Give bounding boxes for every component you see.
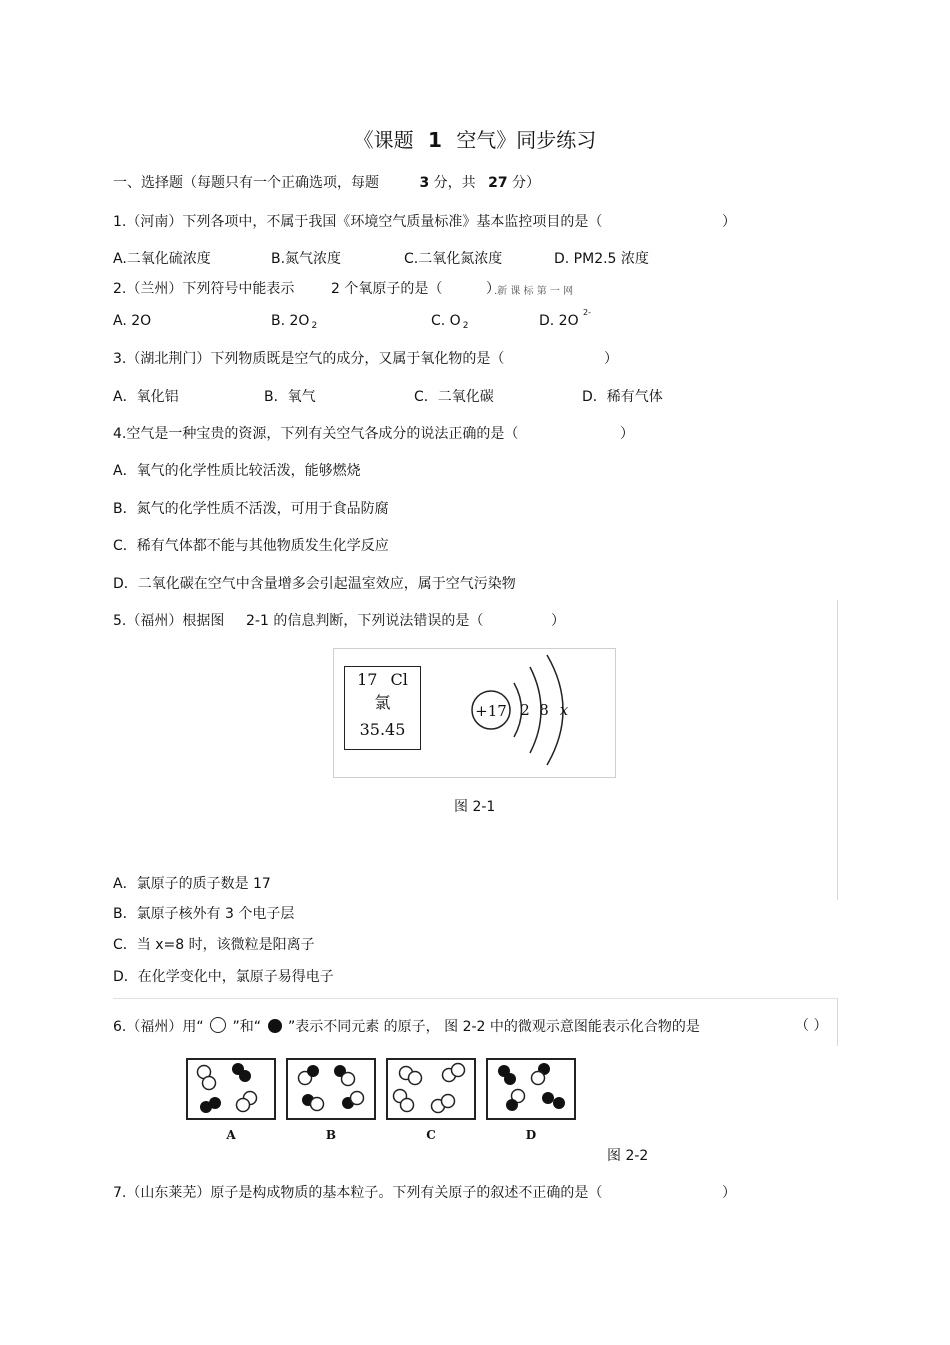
figure-label-c: C (426, 1128, 436, 1142)
q2-option-c-text: C. O (431, 313, 461, 329)
q4-option-d: D．二氧化碳在空气中含量增多会引起温室效应，属于空气污染物 (113, 576, 516, 592)
q6-part-3: ”表 (287, 1019, 310, 1035)
q6-stem (113, 1017, 700, 1036)
black-atom (307, 1065, 319, 1077)
q2-option-c-sub: 2 (462, 321, 469, 331)
q3-option-c: C．二氧化碳 (414, 389, 494, 405)
scan-edge-line (113, 998, 837, 999)
q4-close: ） (620, 426, 634, 442)
white-atom (452, 1064, 465, 1077)
q2-stem-b: 2 个氧原子的是（ (331, 281, 443, 297)
q4-option-c: C．稀有气体都不能与其他物质发生化学反应 (113, 538, 389, 554)
black-atom (200, 1101, 212, 1113)
scan-edge-line (837, 600, 838, 900)
nucleus-charge: +17 (475, 702, 507, 720)
q1-option-d: D. PM2.5 浓度 (554, 251, 649, 267)
title-suffix: 空气》同步练习 (456, 128, 597, 152)
q3-stem: 3.（湖北荆门）下列物质既是空气的成分，又属于氧化物的是（ (113, 351, 505, 367)
q2-close: ） (486, 281, 500, 297)
q6-close: （ ） (795, 1018, 828, 1034)
section-score: 3 (419, 175, 430, 191)
white-atom (311, 1098, 324, 1111)
white-atom (203, 1077, 216, 1090)
white-atom (342, 1073, 355, 1086)
section-heading-text: 一、选择题（每题只有一个正确选项，每题 (113, 175, 379, 191)
q6-part-4: 示不同元素 的原子， 图 2-2 中的微观示意图能表示化合物的是 (309, 1019, 700, 1035)
q5-stem-a: 5.（福州）根据图 (113, 613, 225, 629)
title-prefix: 《课题 (353, 128, 414, 152)
q1-option-c: C.二氧化氮浓度 (404, 251, 503, 267)
q6-part-2: ”和“ (232, 1019, 262, 1035)
black-atom (553, 1097, 565, 1109)
q2-option-a: A. 2O (113, 313, 152, 329)
black-atom-icon (268, 1019, 282, 1033)
element-symbol: Cl (390, 670, 408, 689)
atom-structure-diagram (334, 649, 615, 777)
element-name: 氯 (374, 693, 391, 712)
white-atom (351, 1092, 364, 1105)
shell-electrons-1: 2 (520, 701, 530, 719)
q2-option-d (539, 308, 591, 330)
section-end: 分） (512, 175, 541, 191)
figure-2-2-caption: 图 2-2 (607, 1148, 649, 1164)
section-heading (113, 174, 540, 192)
q4-option-a: A．氧气的化学性质比较活泼，能够燃烧 (113, 463, 361, 479)
q3-close: ） (604, 351, 618, 367)
q2-option-c (431, 312, 468, 332)
q2-option-b (271, 312, 317, 332)
black-atom (542, 1092, 554, 1104)
white-atom-icon (210, 1017, 226, 1033)
figure-2-1 (333, 648, 616, 778)
white-atom (532, 1072, 545, 1085)
figure-2-2 (186, 1058, 578, 1146)
figure-label-a: A (226, 1128, 236, 1142)
q5-option-c: C．当 x=8 时，该微粒是阳离子 (113, 937, 315, 953)
section-mid: 分，共 (433, 175, 476, 191)
q1-stem: 1.（河南）下列各项中，不属于我国《环境空气质量标准》基本监控项目的是（ (113, 214, 603, 230)
q2-option-b-sub: 2 (311, 321, 318, 331)
q5-option-d: D．在化学变化中，氯原子易得电子 (113, 969, 334, 985)
title-number: 1 (428, 128, 442, 152)
element-mass: 35.45 (359, 720, 406, 739)
white-atom (237, 1099, 250, 1112)
q5-stem-b: 2-1 的信息判断，下列说法错误的是（ (246, 613, 484, 629)
q3-option-d: D．稀有气体 (582, 389, 663, 405)
q5-close: ） (551, 613, 565, 629)
white-atom (409, 1072, 422, 1085)
figure-2-1-caption: 图 2-1 (454, 799, 496, 815)
element-number: 17 (357, 670, 378, 689)
shell-electrons-2: 8 (539, 701, 549, 719)
q1-option-b: B.氮气浓度 (271, 251, 342, 267)
q1-option-a: A.二氧化硫浓度 (113, 251, 211, 267)
q5-option-b: B．氯原子核外有 3 个电子层 (113, 906, 295, 922)
black-atom (239, 1070, 251, 1082)
black-atom (506, 1099, 518, 1111)
q2-stem-a: 2.（兰州）下列符号中能表示 (113, 281, 295, 297)
q3-option-a: A．氧化铝 (113, 389, 179, 405)
q7-stem: 7.（山东莱芜）原子是构成物质的基本粒子。下列有关原子的叙述不正确的是（ (113, 1185, 603, 1201)
q2-option-b-text: B. 2O (271, 313, 310, 329)
q2-option-d-sup: 2- (583, 308, 591, 317)
q7-close: ） (722, 1185, 736, 1201)
section-total: 27 (488, 175, 508, 191)
figure-label-d: D (525, 1128, 537, 1142)
q5-option-a: A．氯原子的质子数是 17 (113, 876, 271, 892)
figure-label-b: B (325, 1128, 337, 1142)
q1-close: ） (722, 214, 736, 230)
q4-stem: 4.空气是一种宝贵的资源，下列有关空气各成分的说法正确的是（ (113, 426, 519, 442)
q3-option-b: B．氧气 (264, 389, 316, 405)
black-atom (504, 1073, 516, 1085)
molecule-box-b (287, 1059, 375, 1119)
white-atom (401, 1099, 414, 1112)
q6-part-1: 6.（福州）用“ (113, 1019, 204, 1035)
white-atom (442, 1095, 455, 1108)
q4-option-b: B．氮气的化学性质不活泼，可用于食品防腐 (113, 501, 389, 517)
page-title (0, 127, 950, 153)
shell-electrons-3: x (559, 701, 569, 719)
q2-watermark: .新 课 标 第 一 网 (494, 286, 574, 297)
q2-option-d-text: D. 2O (539, 313, 579, 329)
scan-edge-line (837, 998, 838, 1046)
